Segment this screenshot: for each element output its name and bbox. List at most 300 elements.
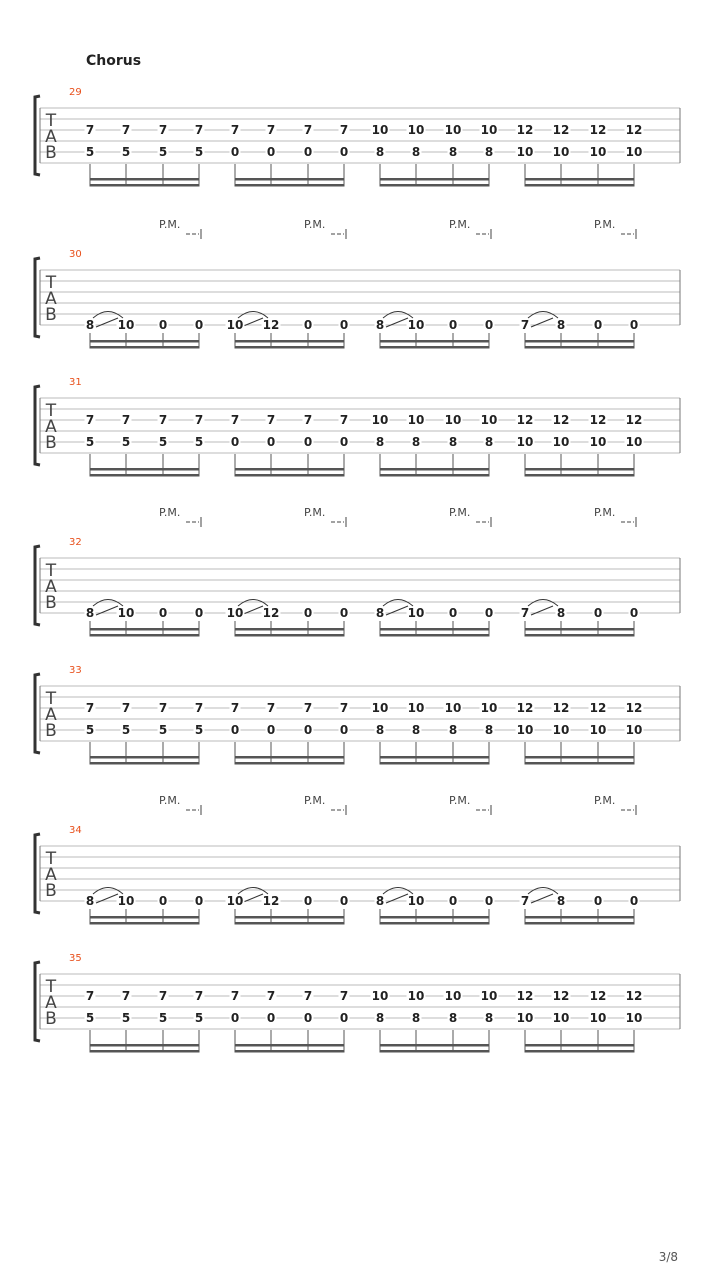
fret-number: 5 [121, 723, 131, 737]
fret-number: 12 [262, 318, 280, 332]
fret-number: 8 [484, 723, 494, 737]
fret-number: 10 [407, 894, 425, 908]
fret-number: 0 [629, 894, 639, 908]
fret-number: 5 [85, 145, 95, 159]
fret-number: 0 [303, 145, 313, 159]
fret-number: 5 [194, 145, 204, 159]
fret-number: 8 [448, 1011, 458, 1025]
fret-number: 7 [266, 123, 276, 137]
beam [525, 468, 634, 471]
beam [380, 340, 489, 343]
beam [235, 474, 344, 477]
fret-number: 5 [194, 1011, 204, 1025]
fret-number: 8 [85, 894, 95, 908]
system-bracket [35, 96, 40, 175]
beam [235, 756, 344, 759]
tab-clef-letter: T [45, 689, 57, 709]
tab-clef-letter: T [45, 111, 57, 131]
beam [235, 916, 344, 919]
beam [525, 184, 634, 187]
fret-number: 0 [158, 318, 168, 332]
measure-number: 31 [69, 377, 82, 388]
fret-number: 7 [303, 413, 313, 427]
palm-mute-label: P.M. [304, 794, 326, 807]
fret-number: 10 [480, 989, 498, 1003]
fret-number: 0 [484, 606, 494, 620]
fret-number: 10 [552, 1011, 570, 1025]
fret-number: 10 [371, 123, 389, 137]
fret-number: 10 [625, 145, 643, 159]
fret-number: 12 [516, 413, 534, 427]
palm-mute-label: P.M. [449, 506, 471, 519]
palm-mute-label: P.M. [159, 794, 181, 807]
system-bracket [35, 674, 40, 753]
fret-number: 12 [262, 894, 280, 908]
measure-number: 33 [69, 665, 82, 676]
beam [90, 340, 199, 343]
fret-number: 0 [339, 318, 349, 332]
fret-number: 10 [226, 606, 244, 620]
tab-clef-letter: T [45, 561, 57, 581]
system-bracket [35, 386, 40, 465]
fret-number: 8 [448, 145, 458, 159]
fret-number: 8 [375, 145, 385, 159]
beam [380, 628, 489, 631]
fret-number: 7 [520, 894, 530, 908]
tab-clef-letter: B [45, 721, 57, 741]
fret-number: 0 [593, 318, 603, 332]
fret-number: 12 [262, 606, 280, 620]
fret-number: 7 [194, 413, 204, 427]
beam [235, 634, 344, 637]
fret-number: 7 [339, 123, 349, 137]
measure-number: 32 [69, 537, 82, 548]
fret-number: 0 [230, 145, 240, 159]
fret-number: 12 [625, 989, 643, 1003]
fret-number: 10 [371, 989, 389, 1003]
beam [235, 340, 344, 343]
fret-number: 5 [85, 435, 95, 449]
fret-number: 10 [625, 1011, 643, 1025]
fret-number: 8 [448, 723, 458, 737]
beam [90, 474, 199, 477]
beam [380, 762, 489, 765]
fret-number: 8 [375, 723, 385, 737]
fret-number: 5 [121, 435, 131, 449]
beam [525, 628, 634, 631]
fret-number: 8 [484, 145, 494, 159]
fret-number: 10 [444, 989, 462, 1003]
fret-number: 0 [266, 723, 276, 737]
beam [90, 916, 199, 919]
fret-number: 8 [556, 894, 566, 908]
fret-number: 7 [230, 123, 240, 137]
fret-number: 0 [448, 606, 458, 620]
beam [235, 762, 344, 765]
slide-line [96, 318, 118, 327]
fret-number: 12 [625, 123, 643, 137]
beam [380, 178, 489, 181]
fret-number: 7 [339, 989, 349, 1003]
fret-number: 7 [303, 123, 313, 137]
fret-number: 8 [375, 435, 385, 449]
tab-clef-letter: B [45, 143, 57, 163]
beam [525, 1050, 634, 1053]
fret-number: 7 [158, 701, 168, 715]
beam [525, 916, 634, 919]
fret-number: 0 [303, 606, 313, 620]
beam [235, 922, 344, 925]
tab-clef-letter: A [45, 577, 57, 597]
fret-number: 0 [158, 894, 168, 908]
fret-number: 0 [339, 1011, 349, 1025]
beam [90, 922, 199, 925]
fret-number: 0 [230, 1011, 240, 1025]
fret-number: 10 [516, 723, 534, 737]
fret-number: 10 [117, 606, 135, 620]
fret-number: 12 [516, 989, 534, 1003]
palm-mute-label: P.M. [159, 218, 181, 231]
slide-line [531, 894, 553, 903]
fret-number: 10 [516, 145, 534, 159]
page-number: 3/8 [658, 1250, 678, 1264]
fret-number: 10 [480, 701, 498, 715]
fret-number: 10 [625, 723, 643, 737]
fret-number: 0 [194, 318, 204, 332]
fret-number: 12 [589, 123, 607, 137]
fret-number: 7 [158, 123, 168, 137]
beam [525, 178, 634, 181]
fret-number: 10 [226, 318, 244, 332]
beam [380, 922, 489, 925]
beam [90, 634, 199, 637]
palm-mute-label: P.M. [594, 506, 616, 519]
fret-number: 12 [552, 123, 570, 137]
fret-number: 10 [589, 145, 607, 159]
fret-number: 10 [226, 894, 244, 908]
fret-number: 10 [407, 318, 425, 332]
slide-line [96, 606, 118, 615]
fret-number: 7 [194, 989, 204, 1003]
fret-number: 10 [480, 123, 498, 137]
beam [90, 178, 199, 181]
slur-arc [528, 312, 558, 319]
fret-number: 7 [230, 701, 240, 715]
slide-line [386, 894, 408, 903]
fret-number: 8 [556, 318, 566, 332]
fret-number: 0 [194, 894, 204, 908]
beam [90, 756, 199, 759]
fret-number: 12 [625, 701, 643, 715]
fret-number: 8 [85, 606, 95, 620]
beam [380, 184, 489, 187]
fret-number: 8 [375, 1011, 385, 1025]
fret-number: 12 [589, 413, 607, 427]
palm-mute-label: P.M. [159, 506, 181, 519]
fret-number: 8 [556, 606, 566, 620]
beam [90, 1044, 199, 1047]
fret-number: 10 [552, 435, 570, 449]
measure-number: 30 [69, 249, 82, 260]
fret-number: 0 [303, 318, 313, 332]
beam [525, 922, 634, 925]
fret-number: 0 [339, 606, 349, 620]
fret-number: 5 [158, 723, 168, 737]
beam [380, 346, 489, 349]
beam [90, 628, 199, 631]
beam [380, 1044, 489, 1047]
fret-number: 7 [194, 123, 204, 137]
beam [235, 468, 344, 471]
slide-line [531, 318, 553, 327]
fret-number: 8 [484, 435, 494, 449]
fret-number: 0 [339, 435, 349, 449]
fret-number: 10 [407, 701, 425, 715]
beam [235, 178, 344, 181]
beam [235, 1044, 344, 1047]
palm-mute-label: P.M. [594, 218, 616, 231]
beam [235, 346, 344, 349]
system-bracket [35, 546, 40, 625]
fret-number: 5 [121, 1011, 131, 1025]
fret-number: 10 [516, 1011, 534, 1025]
slide-line [531, 606, 553, 615]
system-bracket [35, 834, 40, 913]
fret-number: 0 [593, 894, 603, 908]
beam [90, 468, 199, 471]
fret-number: 7 [85, 989, 95, 1003]
slur-arc [528, 888, 558, 895]
fret-number: 0 [484, 894, 494, 908]
fret-number: 7 [266, 989, 276, 1003]
tab-clef-letter: T [45, 401, 57, 421]
fret-number: 0 [339, 145, 349, 159]
beam [90, 762, 199, 765]
tab-clef-letter: B [45, 433, 57, 453]
beam [380, 1050, 489, 1053]
fret-number: 0 [448, 318, 458, 332]
beam [235, 184, 344, 187]
measure-number: 35 [69, 953, 82, 964]
beam [90, 1050, 199, 1053]
fret-number: 0 [194, 606, 204, 620]
fret-number: 7 [121, 701, 131, 715]
fret-number: 7 [230, 989, 240, 1003]
slide-line [96, 894, 118, 903]
fret-number: 8 [484, 1011, 494, 1025]
beam [525, 634, 634, 637]
fret-number: 0 [266, 435, 276, 449]
fret-number: 0 [230, 435, 240, 449]
fret-number: 10 [480, 413, 498, 427]
beam [90, 184, 199, 187]
tab-clef-letter: B [45, 1009, 57, 1029]
fret-number: 7 [520, 318, 530, 332]
fret-number: 12 [516, 123, 534, 137]
fret-number: 10 [589, 1011, 607, 1025]
fret-number: 8 [411, 1011, 421, 1025]
fret-number: 8 [448, 435, 458, 449]
fret-number: 12 [552, 989, 570, 1003]
beam [380, 756, 489, 759]
beam [525, 762, 634, 765]
tab-system [35, 794, 680, 925]
fret-number: 0 [448, 894, 458, 908]
fret-number: 7 [121, 413, 131, 427]
tab-system [35, 377, 680, 477]
fret-number: 7 [339, 413, 349, 427]
fret-number: 5 [194, 435, 204, 449]
fret-number: 10 [516, 435, 534, 449]
fret-number: 7 [266, 413, 276, 427]
fret-number: 10 [552, 723, 570, 737]
fret-number: 5 [85, 723, 95, 737]
beam [525, 340, 634, 343]
fret-number: 10 [444, 413, 462, 427]
beam [90, 346, 199, 349]
fret-number: 7 [266, 701, 276, 715]
fret-number: 7 [303, 989, 313, 1003]
tab-clef-letter: A [45, 993, 57, 1013]
fret-number: 10 [407, 413, 425, 427]
tab-system [35, 665, 680, 765]
fret-number: 7 [85, 123, 95, 137]
measure-number: 29 [69, 87, 82, 98]
fret-number: 8 [375, 606, 385, 620]
fret-number: 7 [520, 606, 530, 620]
palm-mute-label: P.M. [304, 506, 326, 519]
fret-number: 10 [552, 145, 570, 159]
fret-number: 8 [375, 318, 385, 332]
fret-number: 10 [407, 606, 425, 620]
fret-number: 0 [629, 606, 639, 620]
fret-number: 10 [444, 701, 462, 715]
tab-clef-letter: T [45, 849, 57, 869]
slide-line [386, 318, 408, 327]
fret-number: 0 [629, 318, 639, 332]
beam [525, 474, 634, 477]
measure-number: 34 [69, 825, 82, 836]
fret-number: 10 [371, 701, 389, 715]
fret-number: 10 [117, 318, 135, 332]
tab-clef-letter: B [45, 593, 57, 613]
fret-number: 7 [194, 701, 204, 715]
fret-number: 0 [303, 723, 313, 737]
palm-mute-label: P.M. [449, 218, 471, 231]
fret-number: 10 [589, 435, 607, 449]
fret-number: 7 [339, 701, 349, 715]
fret-number: 8 [411, 435, 421, 449]
tab-system [35, 506, 680, 637]
system-bracket [35, 962, 40, 1041]
fret-number: 0 [266, 145, 276, 159]
fret-number: 7 [230, 413, 240, 427]
fret-number: 8 [411, 145, 421, 159]
fret-number: 12 [552, 413, 570, 427]
fret-number: 0 [593, 606, 603, 620]
slur-arc [528, 600, 558, 607]
fret-number: 0 [339, 723, 349, 737]
tab-clef-letter: A [45, 127, 57, 147]
fret-number: 7 [85, 701, 95, 715]
beam [525, 346, 634, 349]
tab-clef-letter: T [45, 977, 57, 997]
fret-number: 12 [589, 701, 607, 715]
system-bracket [35, 258, 40, 337]
fret-number: 5 [194, 723, 204, 737]
fret-number: 5 [158, 1011, 168, 1025]
fret-number: 12 [589, 989, 607, 1003]
fret-number: 5 [85, 1011, 95, 1025]
fret-number: 7 [158, 413, 168, 427]
fret-number: 7 [121, 123, 131, 137]
fret-number: 10 [117, 894, 135, 908]
beam [525, 756, 634, 759]
fret-number: 7 [158, 989, 168, 1003]
fret-number: 10 [407, 989, 425, 1003]
fret-number: 10 [589, 723, 607, 737]
fret-number: 10 [444, 123, 462, 137]
fret-number: 0 [339, 894, 349, 908]
beam [380, 634, 489, 637]
fret-number: 0 [230, 723, 240, 737]
fret-number: 8 [375, 894, 385, 908]
fret-number: 0 [484, 318, 494, 332]
slide-line [386, 606, 408, 615]
fret-number: 0 [158, 606, 168, 620]
fret-number: 8 [411, 723, 421, 737]
tab-clef-letter: B [45, 305, 57, 325]
section-title: Chorus [86, 53, 142, 69]
fret-number: 0 [303, 894, 313, 908]
fret-number: 10 [371, 413, 389, 427]
fret-number: 7 [85, 413, 95, 427]
beam [380, 916, 489, 919]
tab-clef-letter: T [45, 273, 57, 293]
tab-system [35, 953, 680, 1053]
fret-number: 10 [625, 435, 643, 449]
palm-mute-label: P.M. [449, 794, 471, 807]
fret-number: 0 [303, 435, 313, 449]
fret-number: 0 [266, 1011, 276, 1025]
fret-number: 5 [158, 435, 168, 449]
fret-number: 7 [121, 989, 131, 1003]
tab-clef-letter: A [45, 289, 57, 309]
fret-number: 10 [407, 123, 425, 137]
tab-clef-letter: A [45, 705, 57, 725]
beam [380, 474, 489, 477]
palm-mute-label: P.M. [304, 218, 326, 231]
beam [235, 628, 344, 631]
beam [525, 1044, 634, 1047]
tab-clef-letter: A [45, 865, 57, 885]
tab-clef-letter: B [45, 881, 57, 901]
beam [235, 1050, 344, 1053]
fret-number: 12 [552, 701, 570, 715]
palm-mute-label: P.M. [594, 794, 616, 807]
fret-number: 12 [625, 413, 643, 427]
fret-number: 5 [121, 145, 131, 159]
tab-clef-letter: A [45, 417, 57, 437]
tab-system [35, 87, 680, 187]
fret-number: 5 [158, 145, 168, 159]
beam [380, 468, 489, 471]
fret-number: 12 [516, 701, 534, 715]
tab-system [35, 218, 680, 349]
fret-number: 8 [85, 318, 95, 332]
fret-number: 0 [303, 1011, 313, 1025]
fret-number: 7 [303, 701, 313, 715]
